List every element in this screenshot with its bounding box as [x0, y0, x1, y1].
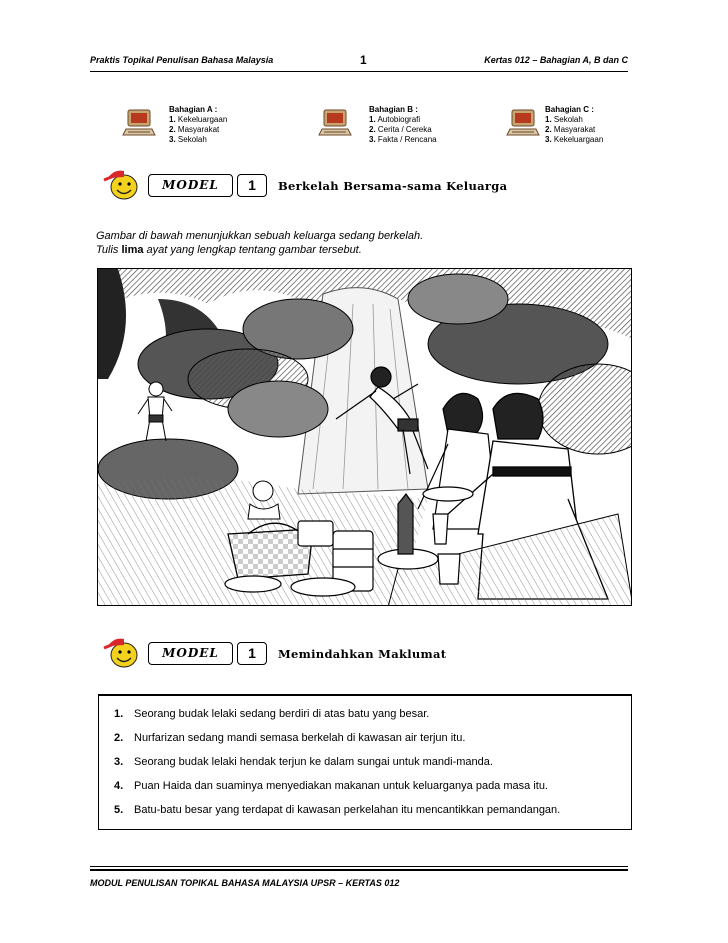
header-right: Kertas 012 – Bahagian A, B dan C: [484, 55, 628, 65]
section-c: Bahagian C : 1. Sekolah 2. Masyarakat 3. Kekeluargaan: [545, 105, 604, 144]
instruction: Gambar di bawah menunjukkan sebuah keluarga sedang berkelah. Tulis lima ayat yang lengkap tentang gambar tersebut.: [96, 230, 424, 256]
model-number: 1: [237, 642, 267, 665]
page-header: [90, 55, 628, 69]
list-item: 3. Seorang budak lelaki hendak terjun ke dalam sungai untuk mandi-manda.: [114, 756, 493, 768]
section-a: Bahagian A : 1. Kekeluargaan 2. Masyarakat 3. Sekolah: [169, 105, 228, 144]
footer-rule: [90, 866, 628, 867]
header-left: Praktis Topikal Penulisan Bahasa Malaysia: [90, 55, 274, 65]
computer-icon: [122, 108, 156, 138]
model-number: 1: [237, 174, 267, 197]
list-item: 2. Nurfarizan sedang mandi semasa berkelah di kawasan air terjun itu.: [114, 732, 466, 744]
header-rule: [90, 71, 628, 72]
section-b: Bahagian B : 1. Autobiografi 2. Cerita / Cereka 3. Fakta / Rencana: [369, 105, 437, 144]
model-title: Memindahkan Maklumat: [278, 647, 447, 661]
picnic-illustration: [97, 268, 632, 606]
answers-box: [98, 694, 632, 830]
footer-rule: [90, 869, 628, 871]
computer-icon: [506, 108, 540, 138]
model-label: MODEL: [148, 174, 233, 197]
model-title: Berkelah Bersama-sama Keluarga: [278, 179, 508, 193]
list-item: 1. Seorang budak lelaki sedang berdiri di atas batu yang besar.: [114, 708, 430, 720]
page-number: 1: [360, 53, 367, 67]
page-footer: MODUL PENULISAN TOPIKAL BAHASA MALAYSIA UPSR – KERTAS 012: [90, 878, 400, 888]
computer-icon: [318, 108, 352, 138]
list-item: 5. Batu-batu besar yang terdapat di kawasan perkelahan itu mencantikkan pemandangan.: [114, 804, 561, 816]
model-label: MODEL: [148, 642, 233, 665]
smiley-mascot-icon: [102, 636, 142, 670]
list-item: 4. Puan Haida dan suaminya menyediakan makanan untuk keluarganya pada masa itu.: [114, 780, 548, 792]
smiley-mascot-icon: [102, 168, 142, 202]
